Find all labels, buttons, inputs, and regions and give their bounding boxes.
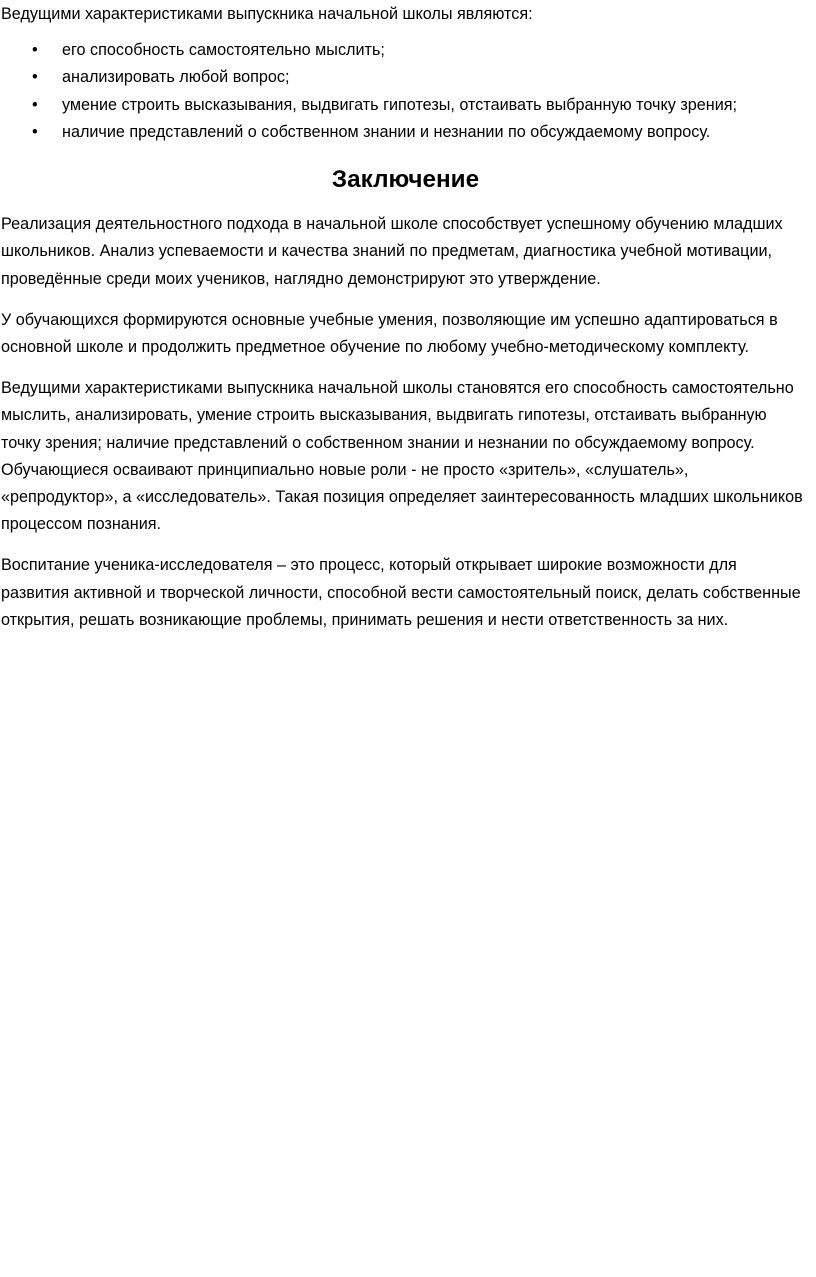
bullet-icon: •: [32, 41, 38, 60]
bullet-text: его способность самостоятельно мыслить;: [62, 41, 385, 60]
paragraph: У обучающихся формируются основные учебные умения, позволяющие им успешно адаптироваться в основной школе и продолжить предметное обучение по любому учебно-методическому комплекту.: [1, 310, 778, 357]
bullet-item: [1, 64, 806, 91]
paragraph: Ведущими характеристиками выпускника начальной школы становятся его способность самостоятельно мыслить, анализировать, умение строить высказывания, выдвигать гипотезы, отстаивать выбранную точку зрения; наличие представлений о собственном знании и незнании по обсуждаемому вопросу. Обучающиеся осваивают принципиально новые роли - не просто «зритель», «слушатель», «репродуктор», а «исследователь». Такая позиция определяет заинтересованность младших школьников процессом познания.: [1, 379, 803, 534]
paragraph: Воспитание ученика-исследователя – это процесс, который открывает широкие возможности для развития активной и творческой личности, способной вести самостоятельный поиск, делать собственные открытия, решать возникающие проблемы, принимать решения и нести ответственность за них.: [1, 556, 801, 629]
bullet-icon: •: [32, 122, 38, 141]
bullet-item: [1, 119, 806, 146]
bullet-text: анализировать любой вопрос;: [62, 68, 290, 87]
bullet-item: [1, 92, 806, 119]
bullet-icon: •: [32, 95, 38, 114]
paragraph: Реализация деятельностного подхода в начальной школе способствует успешному обучению младших школьников. Анализ успеваемости и качества знаний по предметам, диагностика учебной мотивации, проведённые среди моих учеников, наглядно демонстрируют это утверждение.: [1, 215, 783, 288]
bullet-item: [1, 37, 806, 64]
bullet-text: умение строить высказывания, выдвигать гипотезы, отстаивать выбранную точку зрения;: [62, 95, 738, 114]
bullet-icon: •: [32, 68, 38, 87]
intro-text: Ведущими характеристиками выпускника начальной школы являются:: [1, 5, 533, 23]
bullet-text: наличие представлений о собственном знании и незнании по обсуждаемому вопросу.: [62, 122, 711, 141]
bullet-list: [1, 37, 806, 146]
section-heading: Заключение: [331, 166, 480, 194]
